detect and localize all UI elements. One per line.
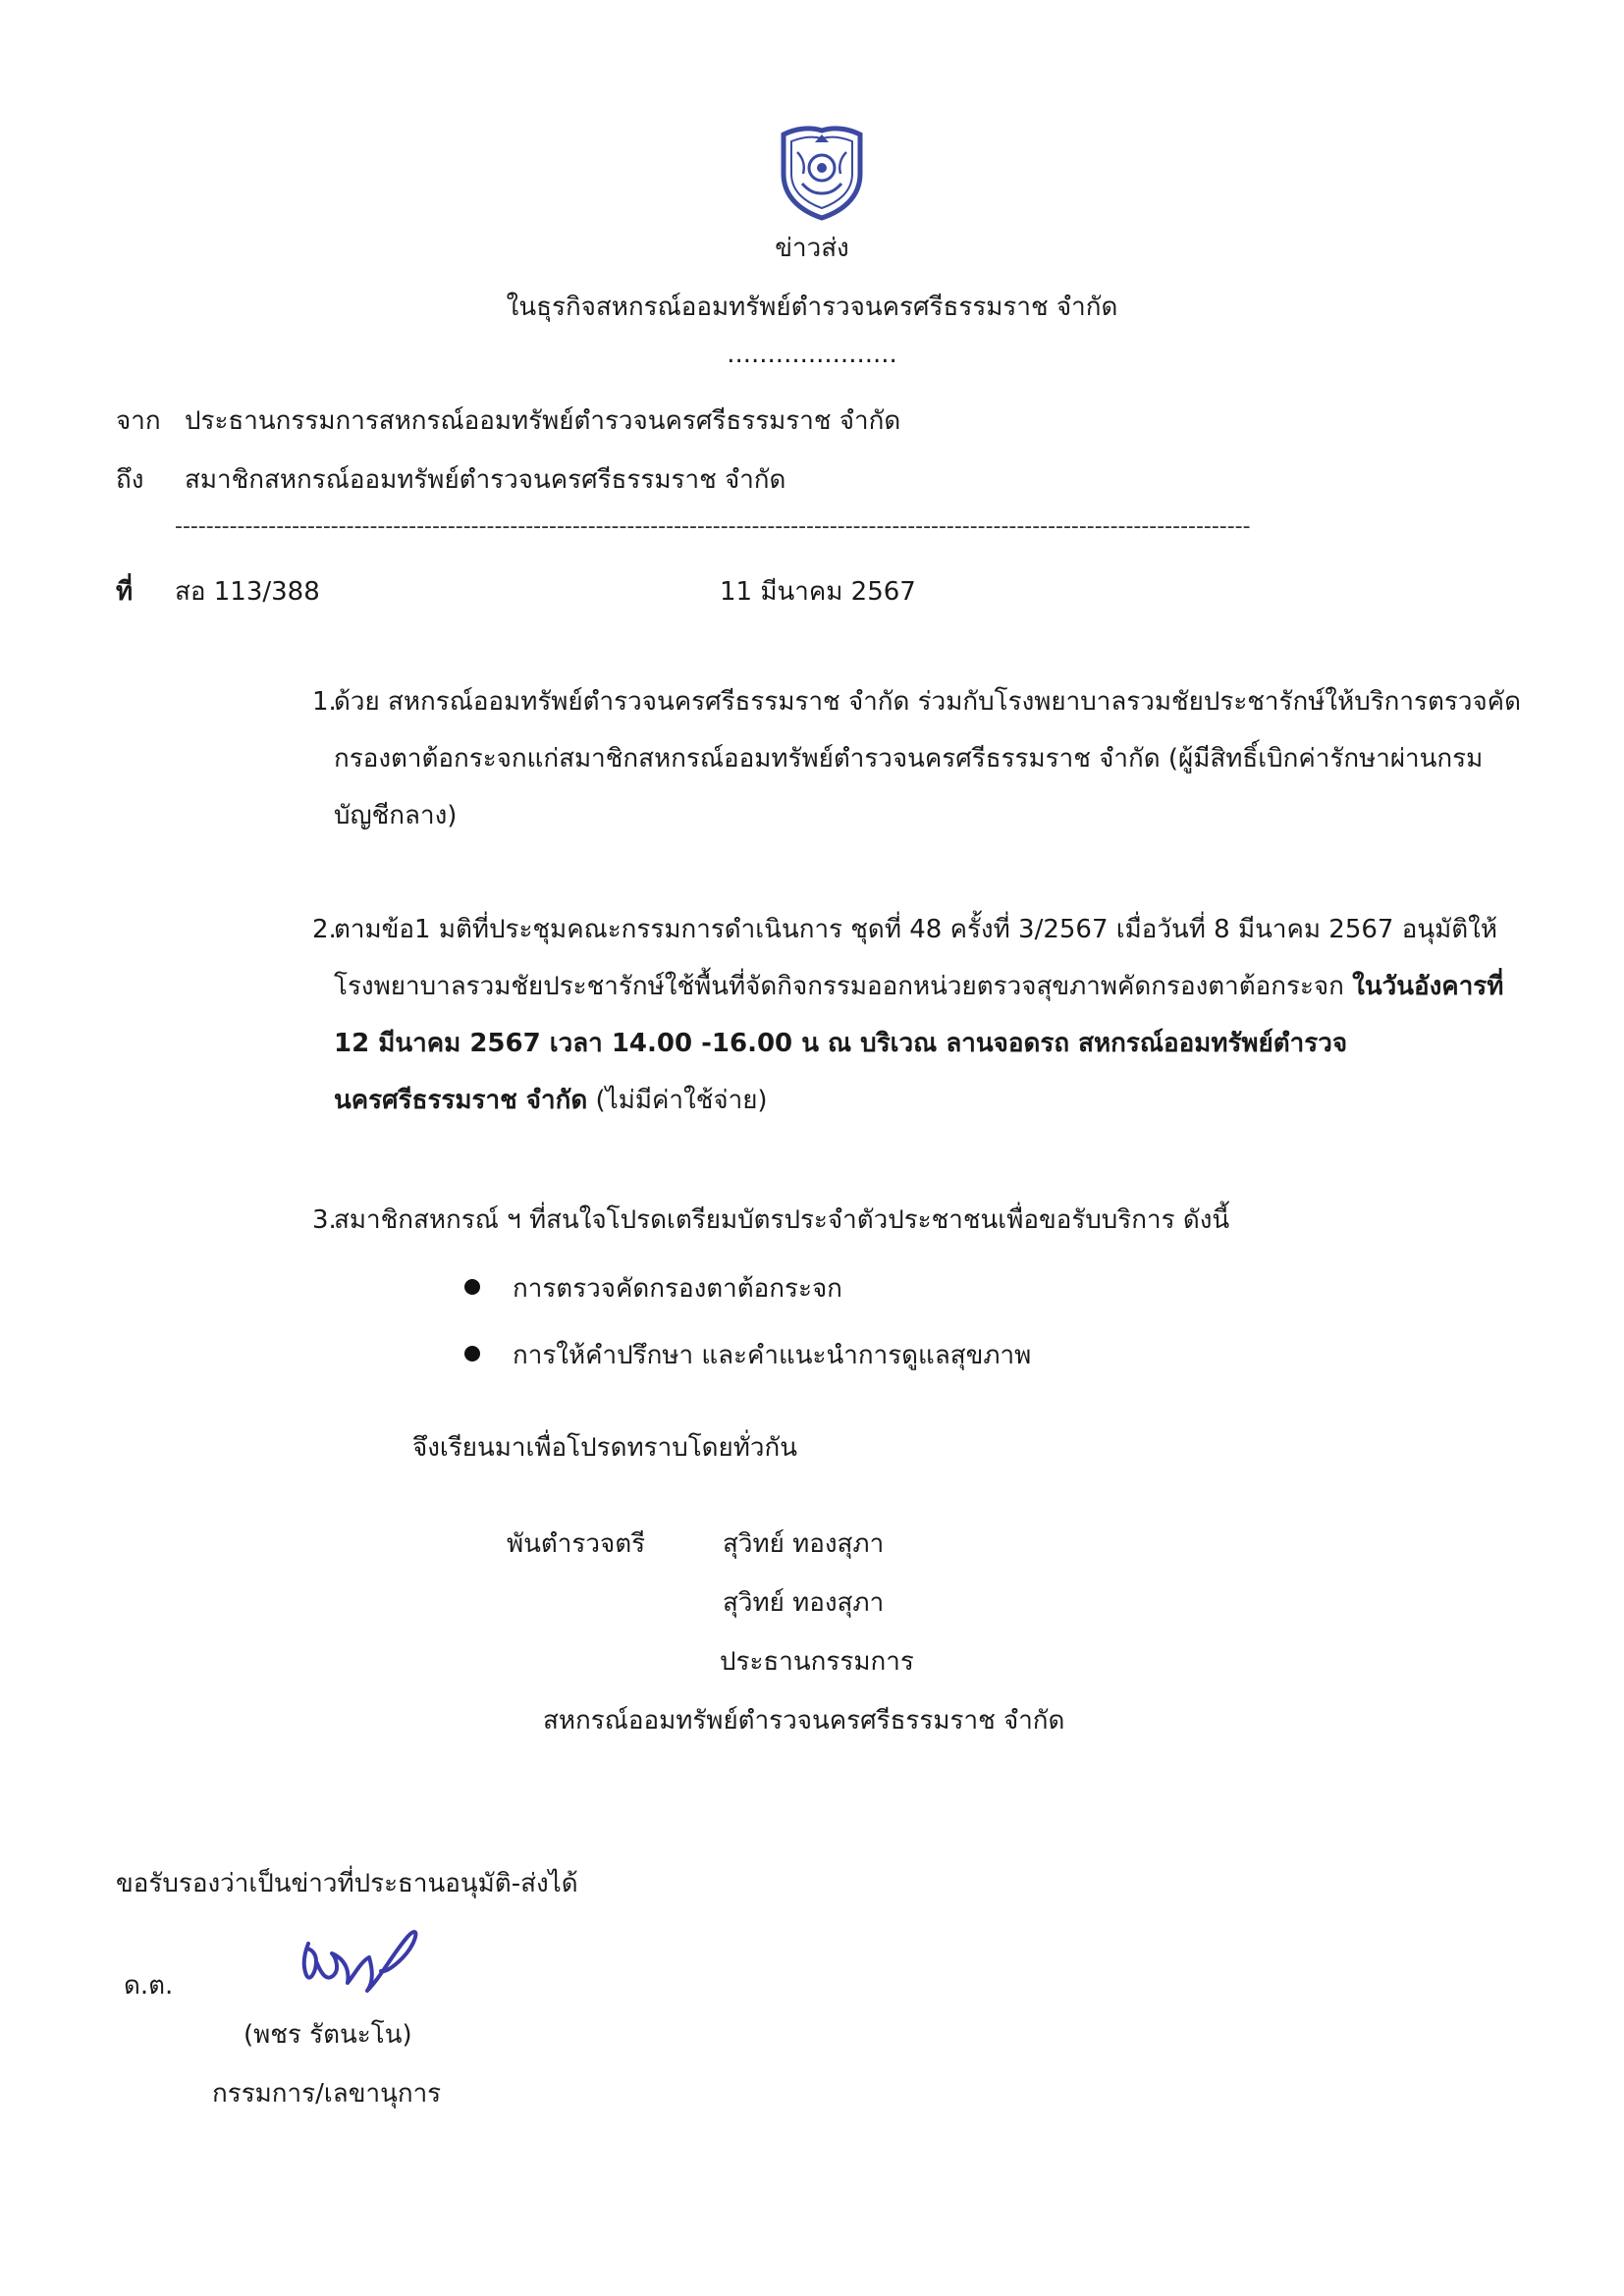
item-1-text: ด้วย สหกรณ์ออมทรัพย์ตำรวจนครศรีธรรมราช จำกัด ร่วมกับโรงพยาบาลรวมชัยประชารักษ์ให้บริการตรวจคัดกรองตาต้อกระจกแก่สมาชิกสหกรณ์ออมทรัพย์ตำรวจนครศรีธรรมราช จำกัด (ผู้มีสิทธิ์เบิกค่ารักษาผ่านกรมบัญชีกลาง) bbox=[334, 687, 1521, 830]
item-2-text-b: (ไม่มีค่าใช้จ่าย) bbox=[587, 1086, 768, 1115]
bullet-icon bbox=[464, 1346, 480, 1362]
item-3-text: สมาชิกสหกรณ์ ฯ ที่สนใจโปรดเตรียมบัตรประจำตัวประชาชนเพื่อขอรับบริการ ดังนี้ bbox=[334, 1205, 1230, 1235]
certify-text: ขอรับรองว่าเป็นข่าวที่ประธานอนุมัติ-ส่งได้ bbox=[116, 1869, 578, 1898]
from-value: ประธานกรรมการสหกรณ์ออมทรัพย์ตำรวจนครศรีธรรมราช จำกัด bbox=[185, 406, 901, 436]
item-2-text-a: ตามข้อ1 มติที่ประชุมคณะกรรมการดำเนินการ ชุดที่ 48 ครั้งที่ 3/2567 เมื่อวันที่ 8 มีนาคม 2567 อนุมัติให้โรงพยาบาลรวมชัยประชารักษ์ใช้พื้นที่จัดกิจกรรมออกหน่วยตรวจสุขภาพคัดกรองตาต้อกระจก bbox=[334, 915, 1497, 1001]
certify-rank: ด.ต. bbox=[124, 1971, 174, 2001]
emblem-icon bbox=[778, 123, 866, 221]
bullet-item-1: การตรวจคัดกรองตาต้อกระจก bbox=[513, 1274, 842, 1304]
separator-line: ------------------------------------------------------------------------------------------------------------------------------------------ bbox=[175, 514, 1251, 539]
signer-signature-name: สุวิทย์ ทองสุภา bbox=[723, 1529, 885, 1559]
certify-name: (พชร รัตนะโน) bbox=[244, 2020, 412, 2050]
dots-divider: ..................... bbox=[727, 340, 897, 369]
ref-number: สอ 113/388 bbox=[175, 577, 320, 607]
doc-type-title: ข่าวส่ง bbox=[775, 234, 849, 263]
signer-organization: สหกรณ์ออมทรัพย์ตำรวจนครศรีธรรมราช จำกัด bbox=[543, 1706, 1065, 1735]
item-3-number: 3. bbox=[312, 1205, 337, 1235]
closing-text: จึงเรียนมาเพื่อโปรดทราบโดยทั่วกัน bbox=[412, 1433, 798, 1463]
signer-name: สุวิทย์ ทองสุภา bbox=[723, 1588, 885, 1618]
item-2-number: 2. bbox=[312, 915, 337, 944]
signer-position: ประธานกรรมการ bbox=[720, 1647, 914, 1677]
signer-rank: พันตำรวจตรี bbox=[507, 1529, 646, 1559]
certify-position: กรรมการ/เลขานุการ bbox=[212, 2079, 442, 2109]
doc-date: 11 มีนาคม 2567 bbox=[720, 577, 916, 607]
handwritten-signature-icon bbox=[291, 1914, 438, 2012]
bullet-icon bbox=[464, 1279, 480, 1295]
bullet-item-2: การให้คำปรึกษา และคำแนะนำการดูแลสุขภาพ bbox=[513, 1341, 1032, 1370]
item-2-bold-schedule: ในวันอังคารที่ 12 มีนาคม 2567 เวลา 14.00 -16.00 น ณ บริเวณ ลานจอดรถ สหกรณ์ออมทรัพย์ตำรวจนครศรีธรรมราช จำกัด bbox=[334, 972, 1504, 1115]
item-1-number: 1. bbox=[312, 687, 337, 717]
item-2-text bbox=[334, 901, 1522, 1129]
to-label: ถึง bbox=[116, 465, 144, 495]
org-subtitle: ในธุรกิจสหกรณ์ออมทรัพย์ตำรวจนครศรีธรรมราช จำกัด bbox=[506, 293, 1118, 322]
ref-label: ที่ bbox=[116, 577, 134, 607]
from-label: จาก bbox=[116, 406, 161, 436]
to-value: สมาชิกสหกรณ์ออมทรัพย์ตำรวจนครศรีธรรมราช จำกัด bbox=[185, 465, 786, 495]
